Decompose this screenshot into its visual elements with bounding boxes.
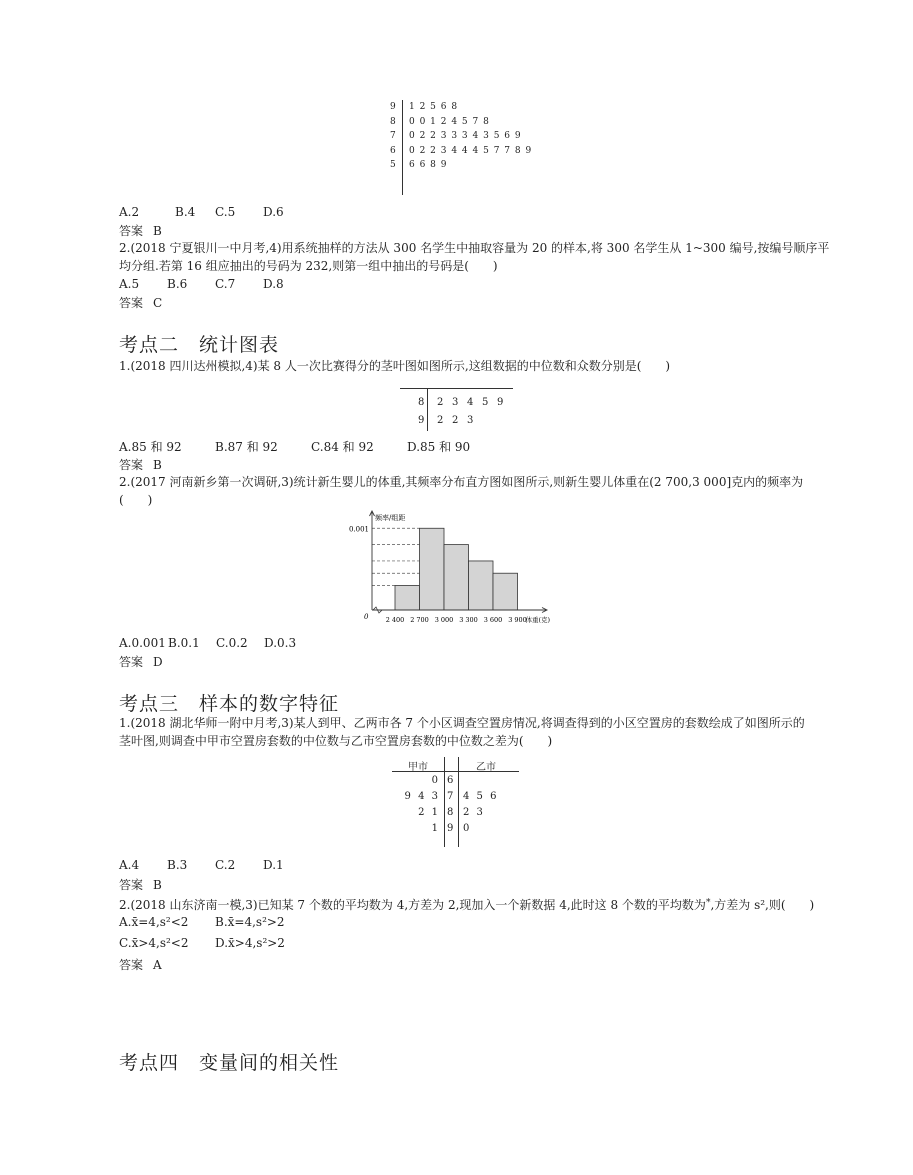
answer-label: 答案 <box>119 458 144 472</box>
leaf: 2 <box>437 397 444 408</box>
option-a[interactable]: A.5 <box>119 277 140 291</box>
leaves: 0 2 2 3 4 4 4 5 7 7 8 9 <box>409 145 532 156</box>
stem-leaf-plot-1 <box>390 100 540 196</box>
leaf: 3 <box>452 397 459 408</box>
right-title: 乙市 <box>476 762 496 773</box>
option-b[interactable]: B.6 <box>167 277 188 291</box>
option-b[interactable]: B.87 和 92 <box>215 440 278 454</box>
question-line: 均分组.若第 16 组应抽出的号码为 232,则第一组中抽出的号码是( ) <box>119 259 498 273</box>
answer-label: 答案 <box>119 878 144 892</box>
leaf: 2 <box>437 415 444 426</box>
leaves: 0 0 1 2 4 5 7 8 <box>409 116 490 127</box>
answer-line <box>119 956 162 973</box>
x-tick-label: 3 000 <box>434 616 454 624</box>
left-leaves: 0 <box>431 775 438 786</box>
q2-options <box>119 636 296 650</box>
question-line: 2.(2018 宁夏银川一中月考,4)用系统抽样的方法从 300 名学生中抽取容量为 20 的样本,将 300 名学生从 1~300 编号,按编号顺序平 <box>119 241 830 255</box>
question-line: 1.(2018 湖北华师一附中月考,3)某人到甲、乙两市各 7 个小区调查空置房情况,将调查得到的小区空置房的套数绘成了如图所示的 <box>119 716 805 730</box>
option-b[interactable]: B.4 <box>175 205 196 219</box>
stem: 7 <box>447 791 454 802</box>
y-tick-label: 0.001 <box>348 525 369 534</box>
option-d[interactable]: D.1 <box>263 858 284 872</box>
leaf: 9 <box>497 397 504 408</box>
option-c[interactable]: C.x̄>4,s²<2 <box>119 936 189 950</box>
x-axis-label: 体重(克) <box>525 616 551 624</box>
right-leaves: 0 <box>463 823 470 834</box>
answer-label: 答案 <box>119 224 144 238</box>
question-text <box>119 239 829 275</box>
answer-line <box>119 653 163 670</box>
histogram-bar <box>420 528 445 610</box>
answer-value: B <box>153 224 162 238</box>
stem: 6 <box>447 775 454 786</box>
option-a[interactable]: A.0.001 <box>119 636 166 650</box>
xbar-glyph: * <box>705 898 711 908</box>
section-heading: 考点四 变量间的相关性 <box>119 1052 340 1074</box>
question-text <box>119 894 814 914</box>
x-tick-label: 2 400 <box>385 616 405 624</box>
q1-options <box>119 858 284 872</box>
option-d[interactable]: D.x̄>4,s²>2 <box>215 936 285 950</box>
option-d[interactable]: D.85 和 90 <box>407 440 471 454</box>
answer-value: C <box>153 296 163 310</box>
stem: 9 <box>390 102 396 112</box>
q1-options <box>119 438 470 455</box>
histogram-bar <box>395 585 420 610</box>
stem: 7 <box>390 131 396 141</box>
stem-divider <box>427 389 428 431</box>
question-line: 茎叶图,则调查中甲市空置房套数的中位数与乙市空置房套数的中位数之差为( ) <box>119 734 553 748</box>
answer-label: 答案 <box>119 655 144 669</box>
question-line: 2.(2018 山东济南一模,3)已知某 7 个数的平均数为 4,方差为 2,现加入一个新数据 4,此时这 8 个数的平均数为 <box>119 898 706 912</box>
option-d[interactable]: D.0.3 <box>264 636 297 650</box>
answer-value: B <box>153 458 162 472</box>
answer-line <box>119 456 162 473</box>
leaves: 6 6 8 9 <box>409 160 447 170</box>
leaf: 3 <box>467 415 474 426</box>
option-b[interactable]: B.3 <box>167 858 188 872</box>
leaf: 4 <box>467 397 474 408</box>
x-tick-label: 2 700 <box>410 616 429 624</box>
stem: 8 <box>447 807 454 818</box>
answer-label: 答案 <box>119 958 144 972</box>
left-leaves: 9 4 3 <box>404 791 438 802</box>
answer-value: B <box>153 878 162 892</box>
left-leaves: 1 <box>431 823 438 834</box>
answer-label: 答案 <box>119 296 144 310</box>
stem: 8 <box>390 116 396 127</box>
origin-label: 0 <box>364 613 369 621</box>
stem-divider <box>402 100 403 195</box>
q1-options <box>119 205 284 219</box>
leaf: 5 <box>482 397 489 408</box>
option-a[interactable]: A.x̄=4,s²<2 <box>119 915 189 929</box>
section-heading: 考点二 统计图表 <box>119 334 280 356</box>
histogram-bar <box>444 545 469 610</box>
q2-options-row2 <box>119 936 285 950</box>
question-text <box>119 714 805 750</box>
leaves: 0 2 2 3 3 3 4 3 5 6 9 <box>409 131 522 141</box>
option-a[interactable]: A.85 和 92 <box>119 440 182 454</box>
leaf: 2 <box>452 415 459 426</box>
histogram-bar <box>469 561 494 610</box>
stem: 9 <box>418 415 425 426</box>
left-title: 甲市 <box>408 762 428 773</box>
stem: 8 <box>418 397 425 408</box>
right-leaves: 2 3 <box>463 807 483 818</box>
answer-line <box>119 876 162 893</box>
question-line-tail: ,方差为 s²,则( ) <box>710 898 815 912</box>
question-line: 2.(2017 河南新乡第一次调研,3)统计新生婴儿的体重,其频率分布直方图如图所示,则新生婴儿体重在(2 700,3 000]克内的频率为 <box>119 475 804 489</box>
leaves: 1 2 5 6 8 <box>409 102 458 112</box>
right-divider <box>458 757 459 847</box>
option-c[interactable]: C.5 <box>215 205 236 219</box>
option-d[interactable]: D.8 <box>263 277 284 291</box>
right-leaves: 4 5 6 <box>463 791 497 802</box>
option-d[interactable]: D.6 <box>263 205 284 219</box>
option-c[interactable]: C.84 和 92 <box>311 440 374 454</box>
option-c[interactable]: C.7 <box>215 277 236 291</box>
histogram-bar <box>493 573 518 610</box>
q2-options <box>119 277 284 291</box>
option-b[interactable]: B.0.1 <box>168 636 200 650</box>
stem-leaf-plot-2 <box>400 388 515 432</box>
section-heading: 考点三 样本的数字特征 <box>119 693 340 715</box>
q2-options-row1 <box>119 915 285 929</box>
question-text <box>119 473 803 509</box>
question-line: ( ) <box>119 493 153 507</box>
option-a[interactable]: A.2 <box>119 205 140 219</box>
left-leaves: 2 1 <box>418 807 438 818</box>
x-tick-label: 3 600 <box>483 616 503 624</box>
answer-value: A <box>153 958 162 972</box>
option-b[interactable]: B.x̄=4,s²>2 <box>215 915 285 929</box>
x-tick-label: 3 900 <box>508 616 527 624</box>
histogram <box>348 508 580 628</box>
answer-line <box>119 294 162 311</box>
answer-line <box>119 222 162 239</box>
y-axis-label: 频率/组距 <box>375 514 406 522</box>
question-text: 1.(2018 四川达州模拟,4)某 8 人一次比赛得分的茎叶图如图所示,这组数据的中位数和众数分别是( ) <box>119 359 671 373</box>
stem: 5 <box>390 160 396 170</box>
left-divider <box>444 757 445 847</box>
option-c[interactable]: C.2 <box>215 858 236 872</box>
stem-leaf-plot-3 <box>392 757 520 847</box>
x-tick-label: 3 300 <box>459 616 478 624</box>
stem: 6 <box>390 145 396 156</box>
option-a[interactable]: A.4 <box>119 858 140 872</box>
option-c[interactable]: C.0.2 <box>216 636 248 650</box>
top-rule <box>400 388 513 389</box>
answer-value: D <box>153 655 163 669</box>
stem: 9 <box>447 823 454 834</box>
